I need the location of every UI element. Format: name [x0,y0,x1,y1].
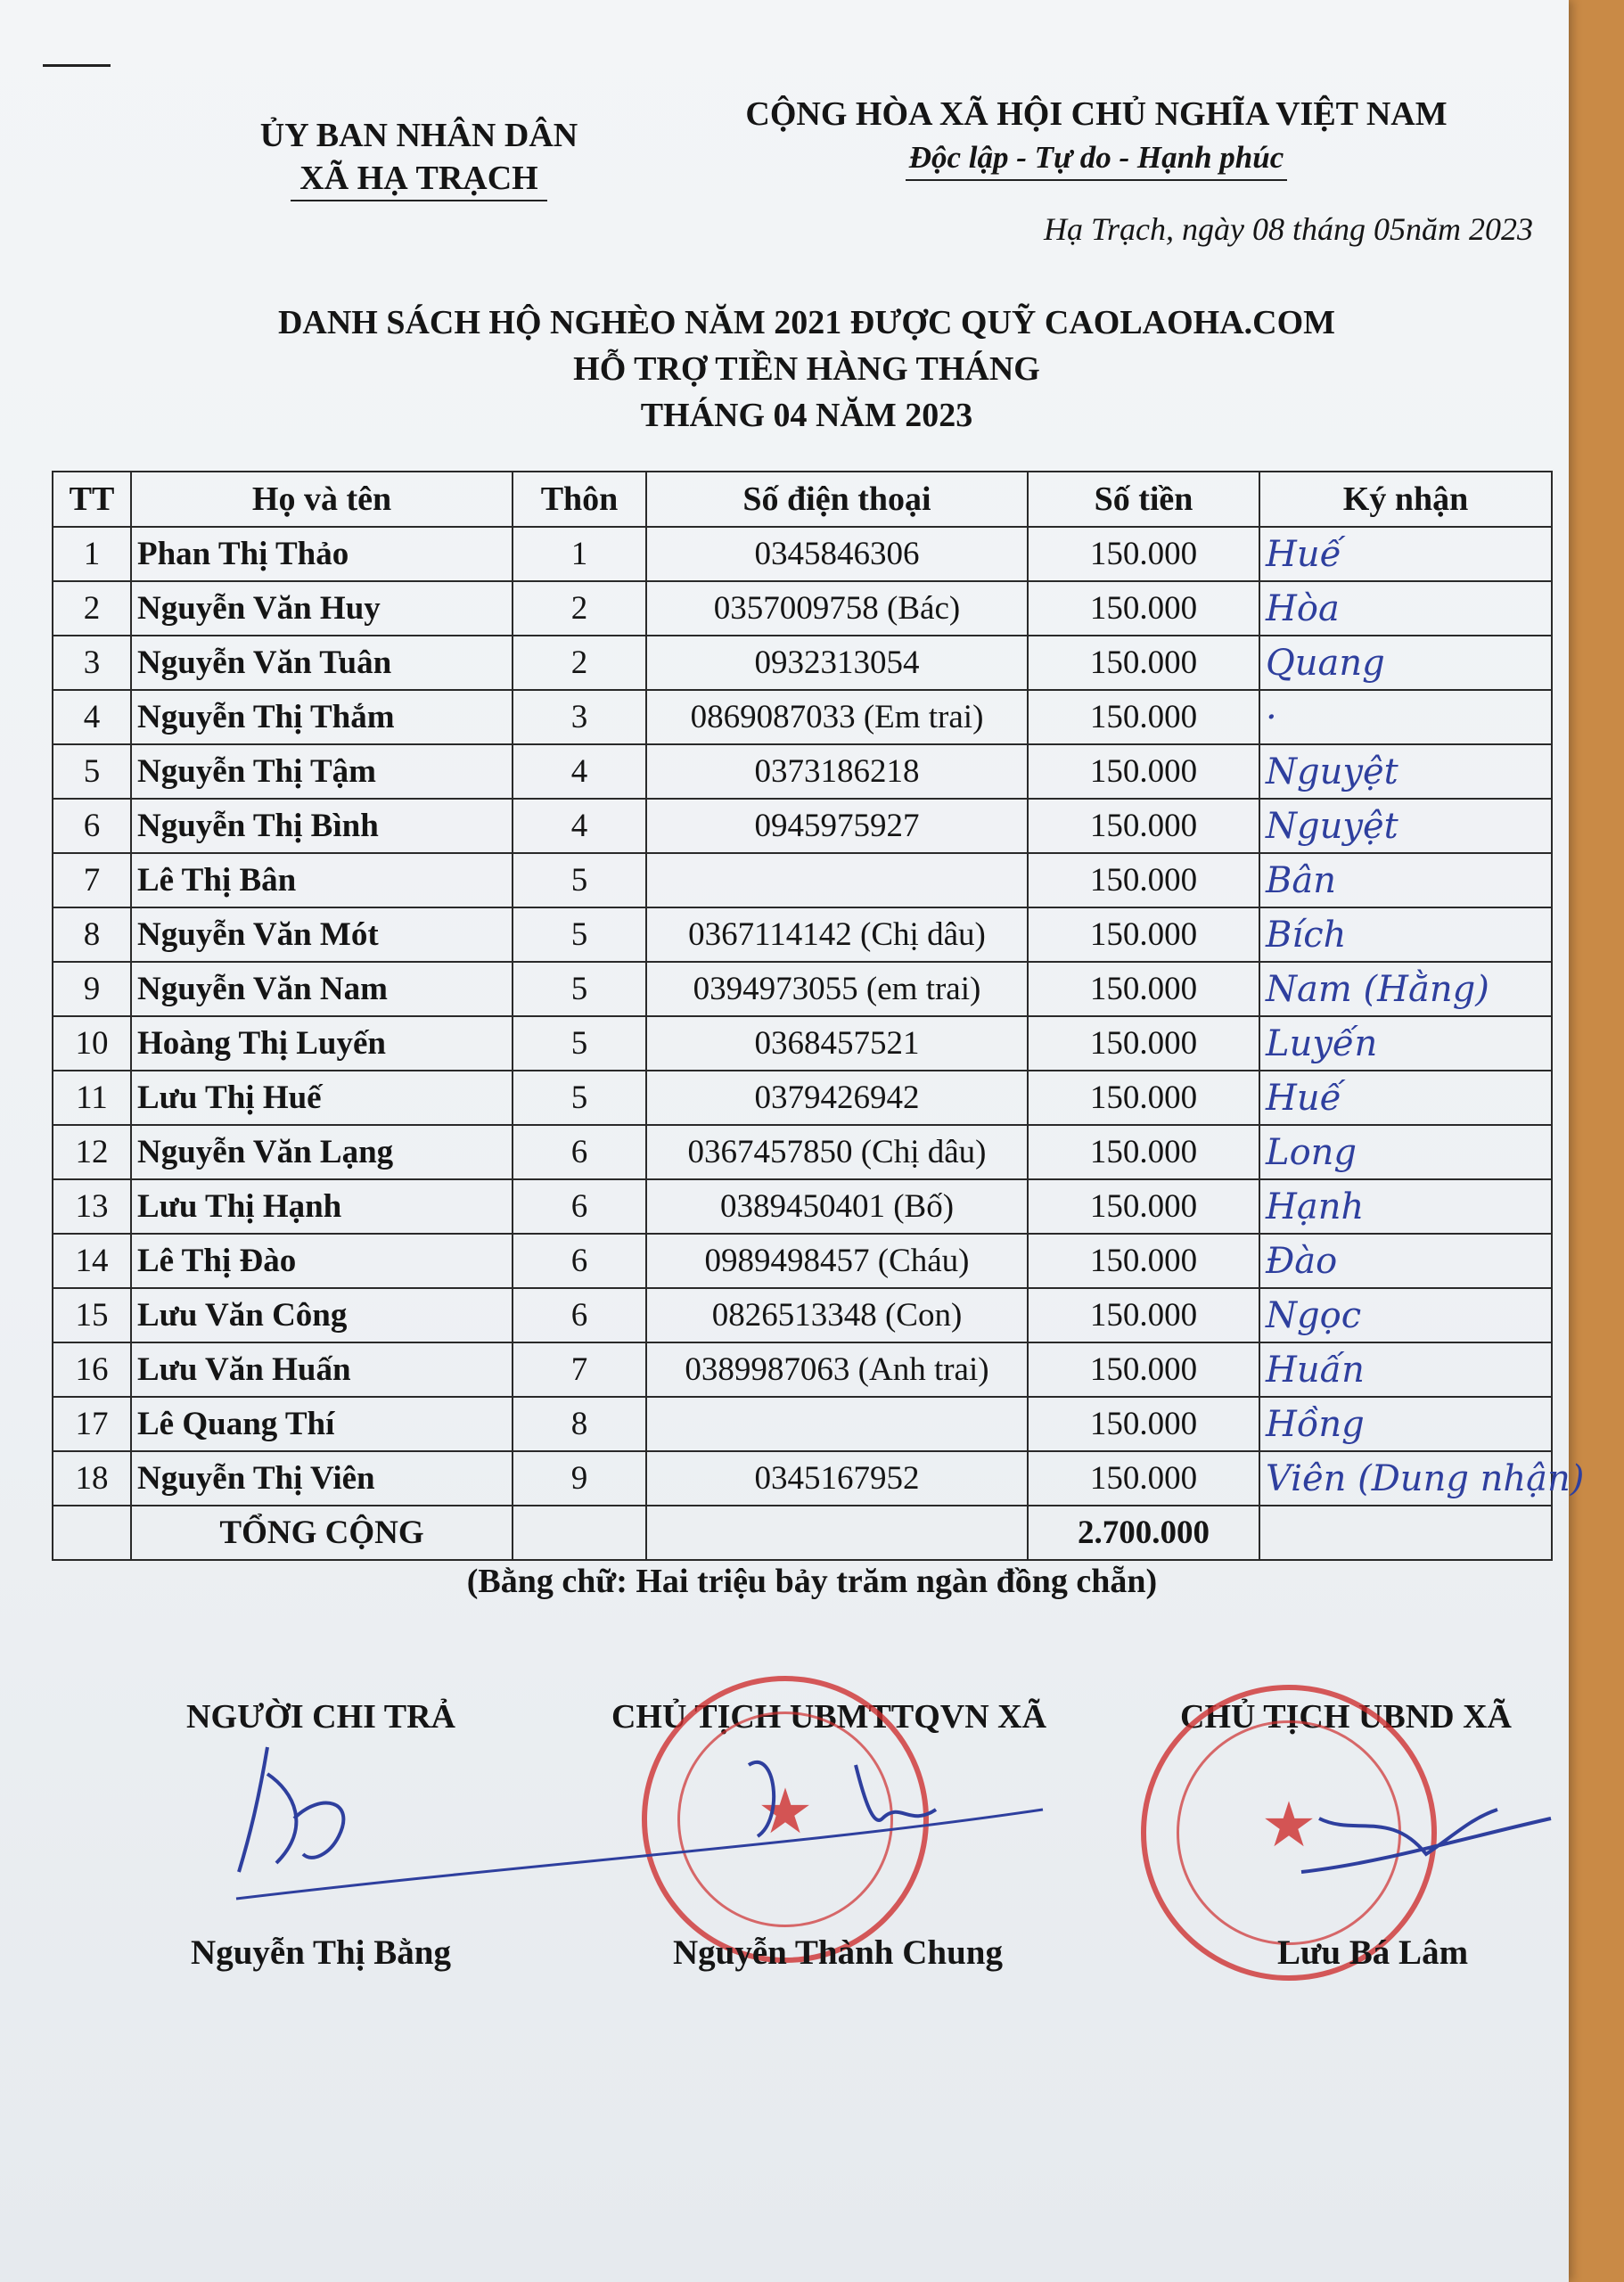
full-name-cell: Lưu Thị Hạnh [131,1179,513,1234]
signature-cell: Long [1259,1125,1552,1179]
village-cell: 6 [513,1288,646,1342]
place-date: Hạ Trạch, ngày 08 tháng 05năm 2023 [1044,211,1533,247]
full-name-cell: Lưu Văn Công [131,1288,513,1342]
phone-number-cell: 0373186218 [646,744,1028,799]
row-number-cell: 2 [53,581,131,636]
full-name-cell: Nguyễn Thị Tậm [131,744,513,799]
row-number-cell: 18 [53,1451,131,1506]
amount-cell: 150.000 [1028,1451,1259,1506]
phone-number-cell: 0368457521 [646,1016,1028,1071]
phone-number-cell: 0826513348 (Con) [646,1288,1028,1342]
phone-number-cell: 0389987063 (Anh trai) [646,1342,1028,1397]
row-number-cell: 10 [53,1016,131,1071]
amount-cell: 150.000 [1028,962,1259,1016]
village-cell: 2 [513,636,646,690]
amount-cell: 150.000 [1028,1125,1259,1179]
amount-cell: 150.000 [1028,527,1259,581]
col-header-amount: Số tiền [1028,472,1259,527]
row-number-cell: 9 [53,962,131,1016]
full-name-cell: Nguyễn Thị Thắm [131,690,513,744]
authority-line-1: ỦY BAN NHÂN DÂN [259,117,578,154]
row-number-cell: 17 [53,1397,131,1451]
total-label: TỔNG CỘNG [131,1506,513,1560]
phone-number-cell: 0869087033 (Em trai) [646,690,1028,744]
row-number-cell: 5 [53,744,131,799]
amount-cell: 150.000 [1028,744,1259,799]
col-header-village: Thôn [513,472,646,527]
full-name-cell: Lưu Thị Huế [131,1071,513,1125]
full-name-cell: Lưu Văn Huấn [131,1342,513,1397]
phone-number-cell: 0389450401 (Bố) [646,1179,1028,1234]
signature-cell: Nguyệt [1259,744,1552,799]
row-number-cell: 6 [53,799,131,853]
row-number-cell: 8 [53,907,131,962]
amount-cell: 150.000 [1028,1288,1259,1342]
row-number-cell: 14 [53,1234,131,1288]
amount-cell: 150.000 [1028,1179,1259,1234]
village-cell: 1 [513,527,646,581]
committee-chair-name: Lưu Bá Lâm [1276,1933,1469,1972]
signature-cell: Quang [1259,636,1552,690]
full-name-cell: Nguyễn Văn Mót [131,907,513,962]
committee-chair-role: CHỦ TỊCH UBND XÃ [1180,1698,1512,1736]
row-number-cell: 1 [53,527,131,581]
payer-role: NGƯỜI CHI TRẢ [186,1698,455,1736]
full-name-cell: Nguyễn Thị Viên [131,1451,513,1506]
total-amount: 2.700.000 [1028,1506,1259,1560]
title-line-1: DANH SÁCH HỘ NGHÈO NĂM 2021 ĐƯỢC QUỸ CAOLAOHA.COM [277,304,1336,341]
village-cell: 6 [513,1125,646,1179]
authority-line-2: XÃ HẠ TRẠCH [291,157,546,201]
phone-number-cell: 0945975927 [646,799,1028,853]
village-cell: 4 [513,744,646,799]
nation-line-1: CỘNG HÒA XÃ HỘI CHỦ NGHĨA VIỆT NAM [745,95,1448,133]
full-name-cell: Phan Thị Thảo [131,527,513,581]
amount-cell: 150.000 [1028,1397,1259,1451]
full-name-cell: Nguyễn Thị Bình [131,799,513,853]
village-cell: 5 [513,907,646,962]
signature-cell: Luyến [1259,1016,1552,1071]
row-number-cell: 12 [53,1125,131,1179]
nation-motto: Độc lập - Tự do - Hạnh phúc [906,136,1288,181]
col-header-signature: Ký nhận [1259,472,1552,527]
signature-cell: Huấn [1259,1342,1552,1397]
village-cell: 9 [513,1451,646,1506]
village-cell: 6 [513,1234,646,1288]
signature-cell: Hạnh [1259,1179,1552,1234]
village-cell: 5 [513,1071,646,1125]
full-name-cell: Lê Thị Đào [131,1234,513,1288]
phone-number-cell: 0357009758 (Bác) [646,581,1028,636]
village-cell: 2 [513,581,646,636]
full-name-cell: Lê Thị Bân [131,853,513,907]
village-cell: 6 [513,1179,646,1234]
signature-cell: Bích [1259,907,1552,962]
phone-number-cell: 0989498457 (Cháu) [646,1234,1028,1288]
village-cell: 5 [513,853,646,907]
row-number-cell: 16 [53,1342,131,1397]
signature-cell: Huế [1259,527,1552,581]
amount-cell: 150.000 [1028,581,1259,636]
full-name-cell: Lê Quang Thí [131,1397,513,1451]
title-line-2: HỖ TRỢ TIỀN HÀNG THÁNG [573,350,1040,388]
row-number-cell: 11 [53,1071,131,1125]
amount-cell: 150.000 [1028,853,1259,907]
phone-number-cell: 0345167952 [646,1451,1028,1506]
full-name-cell: Hoàng Thị Luyến [131,1016,513,1071]
amount-cell: 150.000 [1028,1342,1259,1397]
amount-cell: 150.000 [1028,1016,1259,1071]
village-cell: 7 [513,1342,646,1397]
full-name-cell: Nguyễn Văn Nam [131,962,513,1016]
signature-cell: Hồng [1259,1397,1552,1451]
amount-cell: 150.000 [1028,1234,1259,1288]
row-number-cell: 4 [53,690,131,744]
phone-number-cell: 0367457850 (Chị dâu) [646,1125,1028,1179]
signature-cell: Huế [1259,1071,1552,1125]
row-number-cell: 3 [53,636,131,690]
village-cell: 4 [513,799,646,853]
signature-cell: Ngọc [1259,1288,1552,1342]
amount-cell: 150.000 [1028,799,1259,853]
amount-in-words: (Bằng chữ: Hai triệu bảy trăm ngàn đồng chẵn) [466,1563,1158,1600]
col-header-phone: Số điện thoại [646,472,1028,527]
full-name-cell: Nguyễn Văn Tuân [131,636,513,690]
signature-cell: · [1259,690,1552,744]
signature-cell: Viên (Dung nhận) [1259,1451,1552,1506]
signature-cell: Bân [1259,853,1552,907]
amount-cell: 150.000 [1028,907,1259,962]
full-name-cell: Nguyễn Văn Lạng [131,1125,513,1179]
col-header-name: Họ và tên [131,472,513,527]
front-chair-role: CHỦ TỊCH UBMTTQVN XÃ [611,1698,1047,1736]
peoples-committee-seal: ★ [1141,1685,1437,1981]
signature-cell: Nguyệt [1259,799,1552,853]
amount-cell: 150.000 [1028,636,1259,690]
village-cell: 5 [513,962,646,1016]
row-number-cell: 15 [53,1288,131,1342]
front-chair-name: Nguyễn Thành Chung [673,1933,1003,1972]
full-name-cell: Nguyễn Văn Huy [131,581,513,636]
signature-cell: Đào [1259,1234,1552,1288]
row-number-cell: 13 [53,1179,131,1234]
payer-name: Nguyễn Thị Bằng [191,1933,451,1972]
phone-number-cell: 0394973055 (em trai) [646,962,1028,1016]
front-committee-seal: ★ [642,1676,929,1963]
phone-number-cell: 0379426942 [646,1071,1028,1125]
phone-number-cell: 0367114142 (Chị dâu) [646,907,1028,962]
amount-cell: 150.000 [1028,690,1259,744]
row-number-cell: 7 [53,853,131,907]
phone-number-cell: 0345846306 [646,527,1028,581]
village-cell: 8 [513,1397,646,1451]
village-cell: 3 [513,690,646,744]
amount-cell: 150.000 [1028,1071,1259,1125]
signature-cell: Nam (Hằng) [1259,962,1552,1016]
village-cell: 5 [513,1016,646,1071]
phone-number-cell: 0932313054 [646,636,1028,690]
title-line-3: THÁNG 04 NĂM 2023 [640,397,973,434]
col-header-tt: TT [53,472,131,527]
signature-cell: Hòa [1259,581,1552,636]
